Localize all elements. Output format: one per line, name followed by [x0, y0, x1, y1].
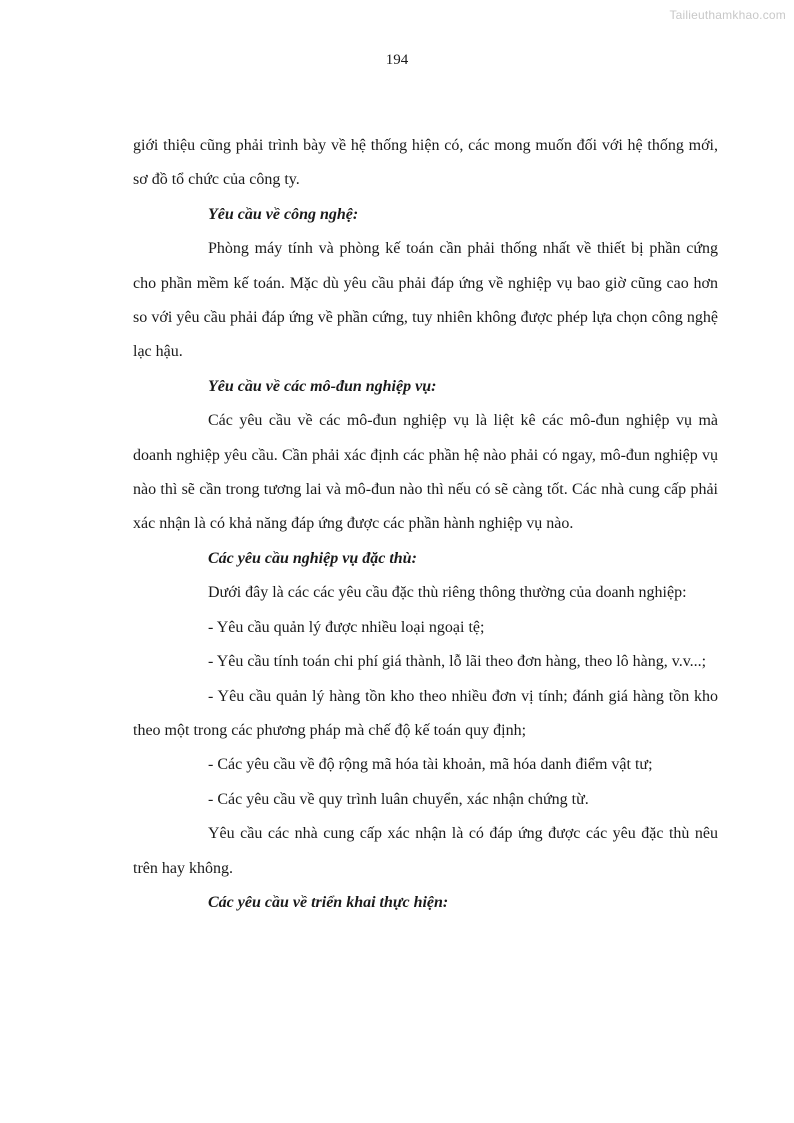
- section-heading: Yêu cầu về công nghệ:: [208, 205, 359, 223]
- list-item: - Các yêu cầu về quy trình luân chuyển, xác nhận chứng từ.: [208, 790, 589, 808]
- section-heading: Các yêu cầu nghiệp vụ đặc thù:: [208, 549, 417, 567]
- section-heading: Yêu cầu về các mô-đun nghiệp vụ:: [208, 377, 437, 395]
- watermark-text: Tailieuthamkhao.com: [669, 8, 786, 22]
- list-item: - Các yêu cầu về độ rộng mã hóa tài khoản, mã hóa danh điểm vật tư;: [208, 756, 653, 774]
- list-item: - Yêu cầu quản lý được nhiều loại ngoại tệ;: [208, 618, 485, 636]
- list-item: - Yêu cầu quản lý hàng tồn kho theo nhiều đơn vị tính; đánh giá hàng tồn kho theo một trong các phương pháp mà chế độ kế toán quy định;: [133, 687, 718, 739]
- paragraph: Các yêu cầu về các mô-đun nghiệp vụ là liệt kê các mô-đun nghiệp vụ mà doanh nghiệp yêu cầu. Cần phải xác định các phần hệ nào phải có ngay, mô-đun nghiệp vụ nào thì sẽ cần trong tương lai và mô-đun nào thì nếu có sẽ càng tốt. Các nhà cung cấp phải xác nhận là có khả năng đáp ứng được các phần hành nghiệp vụ nào.: [133, 412, 718, 533]
- paragraph: Phòng máy tính và phòng kế toán cần phải thống nhất về thiết bị phần cứng cho phần mềm kế toán. Mặc dù yêu cầu phải đáp ứng về nghiệp vụ bao giờ cũng cao hơn so với yêu cầu phải đáp ứng về phần cứng, tuy nhiên không được phép lựa chọn công nghệ lạc hậu.: [133, 240, 718, 361]
- paragraph: giới thiệu cũng phải trình bày về hệ thống hiện có, các mong muốn đối với hệ thống mới, sơ đồ tổ chức của công ty.: [133, 137, 718, 189]
- paragraph: Dưới đây là các các yêu cầu đặc thù riêng thông thường của doanh nghiệp:: [208, 584, 687, 602]
- page-number: 194: [385, 52, 409, 68]
- document-body: [133, 129, 718, 920]
- paragraph: Yêu cầu các nhà cung cấp xác nhận là có đáp ứng được các yêu đặc thù nêu trên hay không.: [133, 825, 718, 877]
- list-item: - Yêu cầu tính toán chi phí giá thành, lỗ lãi theo đơn hàng, theo lô hàng, v.v...;: [208, 653, 707, 671]
- section-heading: Các yêu cầu về triển khai thực hiện:: [208, 893, 449, 911]
